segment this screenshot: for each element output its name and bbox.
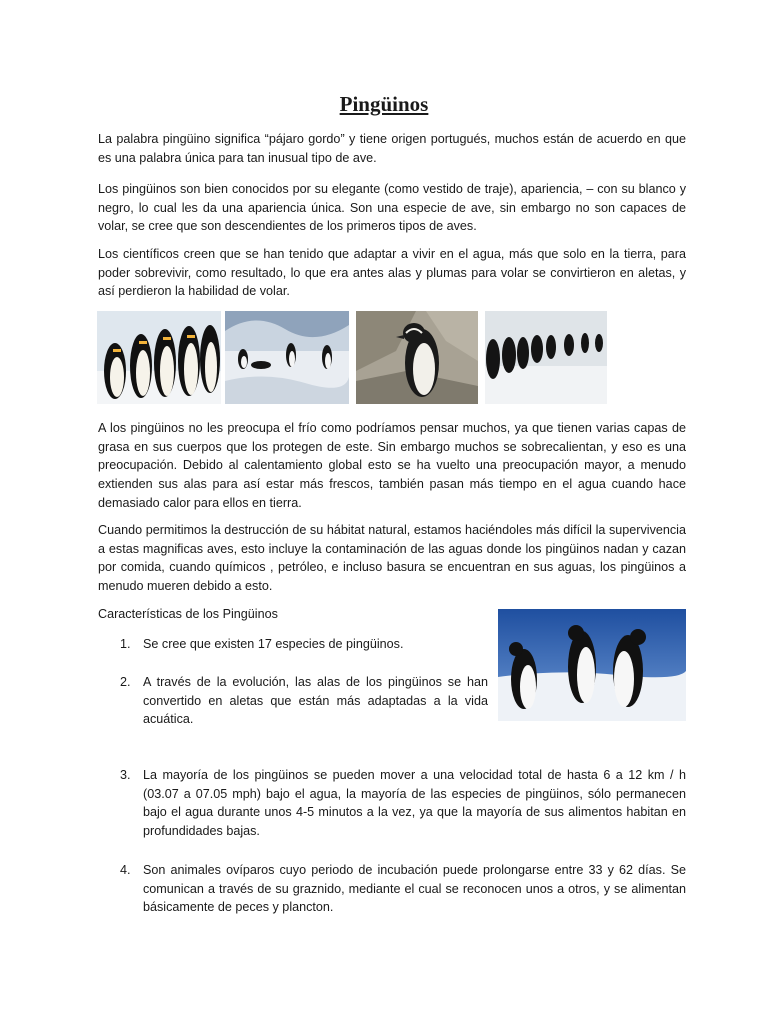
list-text: Son animales ovíparos cuyo periodo de incubación puede prolongarse entre 33 y 62 días. Se comunican a través de su graznido, mediante el cual se reconocen unos a otros, y se alimentan básicamente de peces y plancton. (143, 863, 686, 915)
african-penguin-on-rock-photo (356, 311, 478, 404)
adelie-penguins-on-ice-photo (225, 311, 349, 404)
photo-strip (97, 311, 607, 404)
list-number: 2. (120, 675, 131, 689)
penguin-line-walking-photo (485, 311, 607, 404)
list-text: La mayoría de los pingüinos se pueden mover a una velocidad total de hasta 6 a 12 km / h (03.07 a 07.05 mph) bajo el agua, la mayoría de las especies de pingüinos, sólo permanecen bajo el agua durante unos 4-5 minutos a la vez, ya que la mayoría de sus alimentos habitan en profundidades bajas. (143, 768, 686, 839)
paragraph-adaptation: Los científicos creen que se han tenido que adaptar a vivir en el agua, más que solo en la tierra, para poder sobrevivir, como resultado, lo que era antes alas y plumas para volar se convirtieron en aletas, y así perdieron la habilidad de volar. (98, 247, 686, 299)
list-text: Se cree que existen 17 especies de pingüinos. (143, 637, 404, 651)
list-number: 3. (120, 768, 131, 782)
paragraph-appearance: Los pingüinos son bien conocidos por su elegante (como vestido de traje), apariencia, – con su blanco y negro, lo cual les da una apariencia única. Son una especie de ave, sin embargo no son capaces de volar, se cree que son descendientes de los primeros tipos de aves. (98, 182, 686, 234)
section-title: Características de los Pingüinos (98, 607, 278, 621)
paragraph-origin: La palabra pingüino significa “pájaro gordo” y tiene origen portugués, muchos están de acuerdo en que es una palabra única para tan inusual tipo de ave. (98, 132, 686, 165)
list-text: A través de la evolución, las alas de los pingüinos se han convertido en aletas que están más adaptadas a la vida acuática. (143, 675, 488, 727)
page-title: Pingüinos (339, 92, 429, 116)
list-number: 4. (120, 863, 131, 877)
three-penguins-photo (498, 609, 686, 721)
emperor-penguins-photo (97, 311, 221, 404)
list-number: 1. (120, 637, 131, 651)
paragraph-habitat: Cuando permitimos la destrucción de su hábitat natural, estamos haciéndoles más difícil la supervivencia a estas magnificas aves, esto incluye la contaminación de las aguas donde los pingüinos nadan y cazan por comida, cuando químicos , petróleo, e incluso basura se encuentran en sus aguas, los pingüinos a menudo mueren debido a esto. (98, 523, 686, 594)
paragraph-temperature: A los pingüinos no les preocupa el frío como podríamos pensar muchos, ya que tienen varias capas de grasa en sus cuerpos que los protegen de este. Sin embargo muchos se sobrecalientan, y eso es una preocupación. Debido al calentamiento global esto se ha vuelto una preocupación mayor, a menudo extienden sus alas para así estar más frescos, también pasan más tiempo en el agua cuando hace demasiado calor para ellos en tierra. (98, 421, 686, 510)
